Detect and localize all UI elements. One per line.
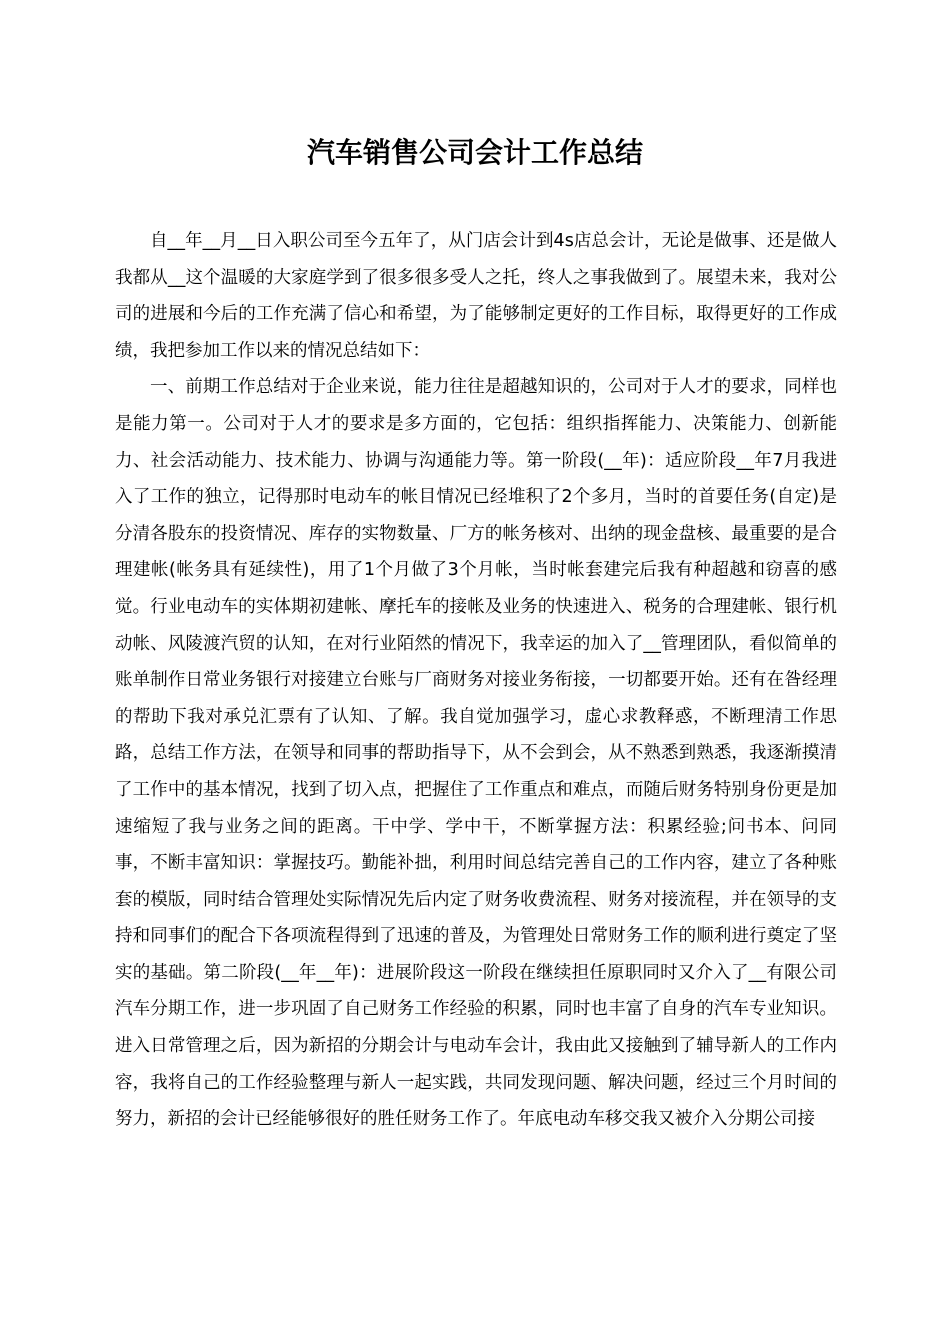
paragraph-work-summary: 一、前期工作总结对于企业来说，能力往往是超越知识的，公司对于人才的要求，同样也是能力第一。公司对于人才的要求是多方面的，它包括：组织指挥能力、决策能力、创新能力、社会活动能力、技术能力、协调与沟通能力等。第一阶段(__年)：适应阶段__年7月我进入了工作的独立，记得那时电动车的帐目情况已经堆积了2个多月，当时的首要任务(自定)是分清各股东的投资情况、库存的实物数量、厂方的帐务核对、出纳的现金盘核、最重要的是合理建帐(帐务具有延续性)，用了1个月做了3个月帐，当时帐套建完后我有种超越和窃喜的感觉。行业电动车的实体期初建帐、摩托车的接帐及业务的快速进入、税务的合理建帐、银行机动帐、风陵渡汽贸的认知，在对行业陌然的情况下，我幸运的加入了__管理团队，看似简单的账单制作日常业务银行对接建立台账与厂商财务对接业务衔接，一切都要开始。还有在昝经理的帮助下我对承兑汇票有了认知、了解。我自觉加强学习，虚心求教释惑，不断理清工作思路，总结工作方法，在领导和同事的帮助指导下，从不会到会，从不熟悉到熟悉，我逐渐摸清了工作中的基本情况，找到了切入点，把握住了工作重点和难点，而随后财务特别身份更是加速缩短了我与业务之间的距离。干中学、学中干，不断掌握方法：积累经验;问书本、问同事，不断丰富知识：掌握技巧。勤能补拙，利用时间总结完善自己的工作内容，建立了各种账套的模版，同时结合管理处实际情况先后内定了财务收费流程、财务对接流程，并在领导的支持和同事们的配合下各项流程得到了迅速的普及，为管理处日常财务工作的顺利进行奠定了坚实的基础。第二阶段(__年__年)：进展阶段这一阶段在继续担任原职同时又介入了__有限公司汽车分期工作，进一步巩固了自己财务工作经验的积累，同时也丰富了自身的汽车专业知识。进入日常管理之后，因为新招的分期会计与电动车会计，我由此又接触到了辅导新人的工作内容，我将自己的工作经验整理与新人一起实践，共同发现问题、解决问题，经过三个月时间的努力，新招的会计已经能够很好的胜任财务工作了。年底电动车移交我又被介入分期公司接 [115,377,837,1130]
paragraph-intro: 自__年__月__日入职公司至今五年了，从门店会计到4s店总会计，无论是做事、还是做人我都从__这个温暖的大家庭学到了很多很多受人之托，终人之事我做到了。展望未来，我对公司的进展和今后的工作充满了信心和希望，为了能够制定更好的工作目标，取得更好的工作成绩，我把参加工作以来的情况总结如下： [115,231,837,361]
document-title: 汽车销售公司会计工作总结 [306,136,643,169]
document-body [115,223,837,1138]
